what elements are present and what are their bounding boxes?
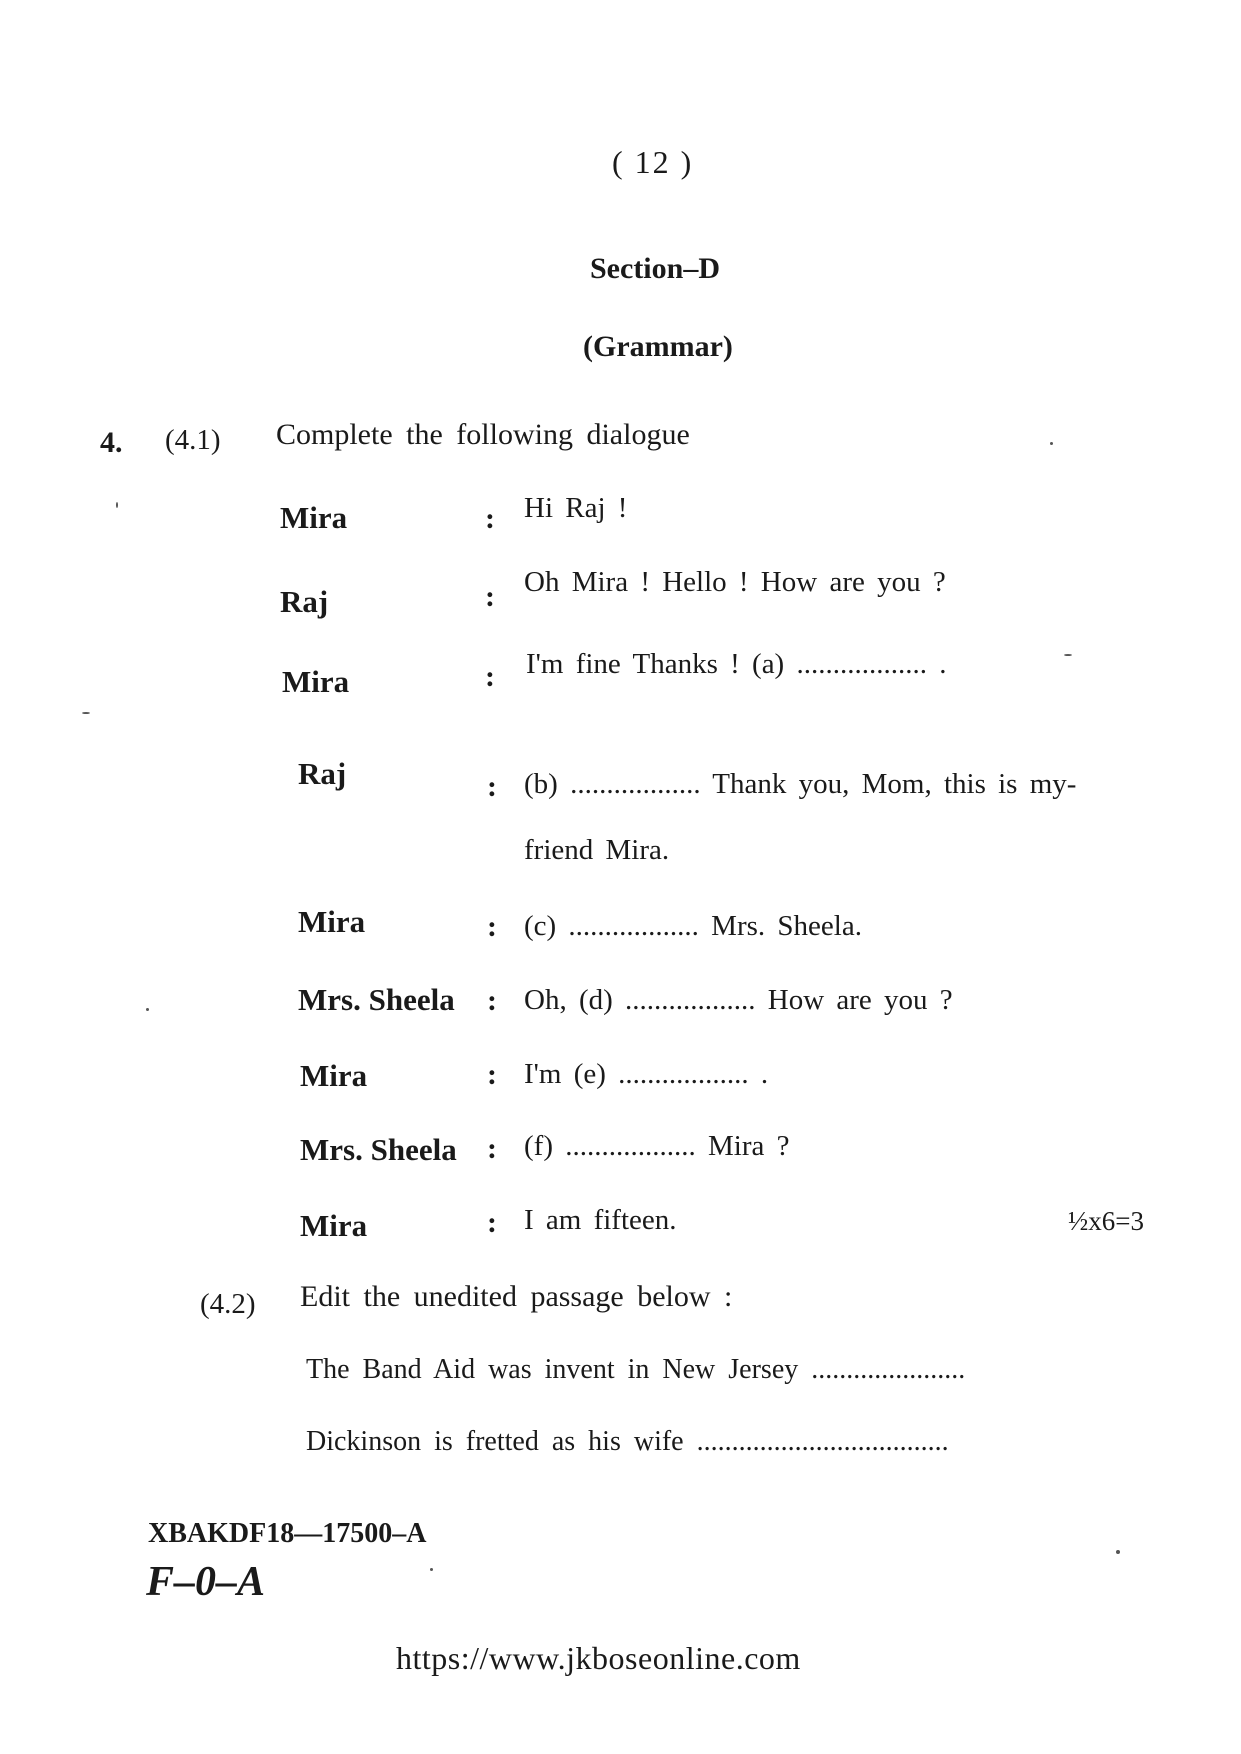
marks-allocation: ½x6=3 [1068,1206,1144,1236]
dialogue-line: (b) .................. Thank you, Mom, this is my- [524,768,1077,800]
dialogue-line: (c) .................. Mrs. Sheela. [524,910,862,942]
dialogue-line: (f) .................. Mira ? [524,1130,790,1162]
dialogue-speaker: Mrs. Sheela [300,1132,457,1167]
dialogue-colon: : [487,910,497,943]
part-4-1-label: (4.1) [165,424,221,456]
set-code: F–0–A [146,1559,266,1605]
scan-speck [1116,1550,1120,1554]
part-4-2-instruction: Edit the unedited passage below : [300,1280,733,1313]
scan-speck [1050,442,1053,445]
part-4-1-instruction: Complete the following dialogue [276,418,690,451]
dialogue-line: I'm fine Thanks ! (a) .................. . [526,648,947,680]
dialogue-colon: : [487,770,497,803]
section-title: Section–D [590,252,720,285]
dialogue-speaker: Mira [300,1058,368,1093]
dialogue-speaker: Mrs. Sheela [298,982,455,1017]
dialogue-speaker: Mira [282,664,350,699]
page-number: ( 12 ) [612,144,694,180]
passage-line: Dickinson is fretted as his wife .................................... [306,1426,949,1457]
dialogue-speaker: Mira [280,500,348,535]
dialogue-colon: : [487,984,497,1017]
dialogue-colon: : [487,1058,497,1091]
scan-speck [430,1568,433,1571]
dialogue-line: I'm (e) .................. . [524,1058,769,1090]
dialogue-speaker: Mira [298,904,366,939]
dialogue-line: Hi Raj ! [524,492,628,524]
dialogue-colon: : [485,502,495,535]
dialogue-speaker: Raj [298,756,347,791]
dialogue-line: I am fifteen. [524,1204,677,1236]
passage-line: The Band Aid was invent in New Jersey ...................... [306,1354,966,1385]
dialogue-speaker: Mira [300,1208,368,1243]
dialogue-line: Oh, (d) .................. How are you ? [524,984,953,1016]
scan-speck [1064,654,1072,656]
scan-speck [82,712,90,714]
scan-speck [116,502,118,508]
paper-code: XBAKDF18—17500–A [148,1518,427,1549]
part-4-2-label: (4.2) [200,1288,256,1320]
section-subtitle: (Grammar) [583,330,733,363]
footer-url[interactable]: https://www.jkboseonline.com [396,1640,801,1676]
dialogue-speaker: Raj [280,584,329,619]
question-number: 4. [100,426,123,459]
scan-speck [146,1008,149,1011]
dialogue-colon: : [487,1206,497,1239]
dialogue-line-continuation: friend Mira. [524,834,670,866]
dialogue-line: Oh Mira ! Hello ! How are you ? [524,566,946,598]
dialogue-colon: : [485,580,495,613]
dialogue-colon: : [485,660,495,693]
dialogue-colon: : [487,1132,497,1165]
